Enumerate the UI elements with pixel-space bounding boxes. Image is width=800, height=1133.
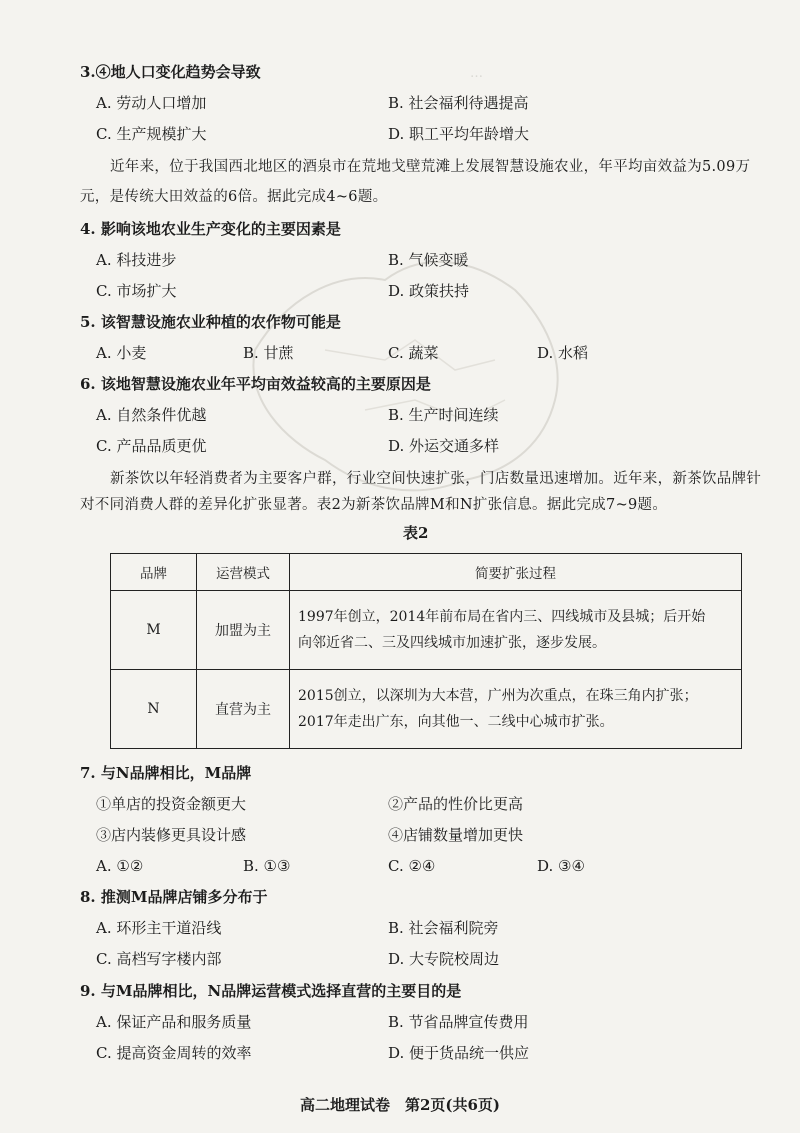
q7-option-d: D. ③④: [537, 857, 585, 875]
q6-option-a: A. 自然条件优越: [96, 406, 207, 424]
q8-option-c: C. 高档写字楼内部: [96, 950, 222, 968]
question-6-stem: 6. 该地智慧设施农业年平均亩效益较高的主要原因是: [80, 375, 431, 393]
q9-option-d: D. 便于货品统一供应: [388, 1044, 530, 1062]
passage-2-line-1: 新茶饮以年轻消费者为主要客户群，行业空间快速扩张，门店数量迅速增加。近年来，新茶饮品牌针: [110, 471, 762, 487]
q9-option-b: B. 节省品牌宣传费用: [388, 1013, 529, 1031]
table-cell-process: [290, 591, 742, 670]
q7-option-a: A. ①②: [96, 857, 144, 875]
question-4-stem: 4. 影响该地农业生产变化的主要因素是: [80, 220, 341, 238]
q5-option-a: A. 小麦: [96, 344, 147, 362]
q4-option-d: D. 政策扶持: [388, 282, 470, 300]
q9-option-a: A. 保证产品和服务质量: [96, 1013, 252, 1031]
table-row: [111, 670, 742, 749]
table-header-mode: 运营模式: [197, 554, 290, 591]
table-header-process: 简要扩张过程: [290, 554, 742, 591]
table-cell-brand: N: [111, 670, 197, 749]
question-5-stem: 5. 该智慧设施农业种植的农作物可能是: [80, 313, 341, 331]
table-cell-mode: 直营为主: [197, 670, 290, 749]
table-cell-process-line: 2017年走出广东，向其他一、二线中心城市扩张。: [298, 714, 614, 730]
table-cell-mode: 加盟为主: [197, 591, 290, 670]
table-header-row: [111, 554, 742, 591]
q5-option-b: B. 甘蔗: [243, 344, 294, 362]
q4-option-a: A. 科技进步: [96, 251, 177, 269]
question-3-stem: 3.④地人口变化趋势会导致: [80, 63, 261, 81]
q7-statement-4: ④店铺数量增加更快: [388, 826, 524, 844]
table-row: [111, 591, 742, 670]
q5-option-d: D. 水稻: [537, 344, 589, 362]
expansion-table: [110, 553, 742, 749]
q3-option-b: B. 社会福利待遇提高: [388, 94, 529, 112]
q5-option-c: C. 蔬菜: [388, 344, 439, 362]
q7-option-b: B. ①③: [243, 857, 291, 875]
q7-statement-2: ②产品的性价比更高: [388, 795, 524, 813]
table-cell-brand: M: [111, 591, 197, 670]
table-cell-process-line: 1997年创立，2014年前布局在省内三、四线城市及县城；后开始: [298, 609, 706, 625]
question-7-stem: 7. 与N品牌相比，M品牌: [80, 764, 252, 782]
passage-1-line-2: 元，是传统大田效益的6倍。据此完成4~6题。: [80, 189, 388, 205]
q3-option-d: D. 职工平均年龄增大: [388, 125, 530, 143]
q8-option-a: A. 环形主干道沿线: [96, 919, 222, 937]
show-through-text: …: [470, 66, 483, 81]
page-footer: 高二地理试卷 第2页(共6页): [299, 1096, 501, 1114]
question-9-stem: 9. 与M品牌相比，N品牌运营模式选择直营的主要目的是: [80, 982, 462, 1000]
q3-option-a: A. 劳动人口增加: [96, 94, 207, 112]
q4-option-c: C. 市场扩大: [96, 282, 177, 300]
q6-option-d: D. 外运交通多样: [388, 437, 500, 455]
table-cell-process-line: 2015创立，以深圳为大本营，广州为次重点，在珠三角内扩张；: [298, 688, 698, 704]
q7-statement-1: ①单店的投资金额更大: [96, 795, 247, 813]
table-caption: 表2: [403, 524, 429, 542]
q7-statement-3: ③店内装修更具设计感: [96, 826, 247, 844]
table-cell-process: [290, 670, 742, 749]
q9-option-c: C. 提高资金周转的效率: [96, 1044, 252, 1062]
q8-option-d: D. 大专院校周边: [388, 950, 500, 968]
table-header-brand: 品牌: [111, 554, 197, 591]
q7-option-c: C. ②④: [388, 857, 436, 875]
passage-1-line-1: 近年来，位于我国西北地区的酒泉市在荒地戈壁荒滩上发展智慧设施农业，年平均亩效益为5.09万: [110, 159, 751, 175]
q8-option-b: B. 社会福利院旁: [388, 919, 499, 937]
table-cell-process-line: 向邻近省二、三及四线城市加速扩张，逐步发展。: [298, 635, 606, 651]
q6-option-b: B. 生产时间连续: [388, 406, 499, 424]
q3-option-c: C. 生产规模扩大: [96, 125, 207, 143]
q6-option-c: C. 产品品质更优: [96, 437, 207, 455]
question-8-stem: 8. 推测M品牌店铺多分布于: [80, 888, 268, 906]
passage-2-line-2: 对不同消费人群的差异化扩张显著。表2为新茶饮品牌M和N扩张信息。据此完成7~9题。: [80, 497, 668, 513]
q4-option-b: B. 气候变暖: [388, 251, 469, 269]
